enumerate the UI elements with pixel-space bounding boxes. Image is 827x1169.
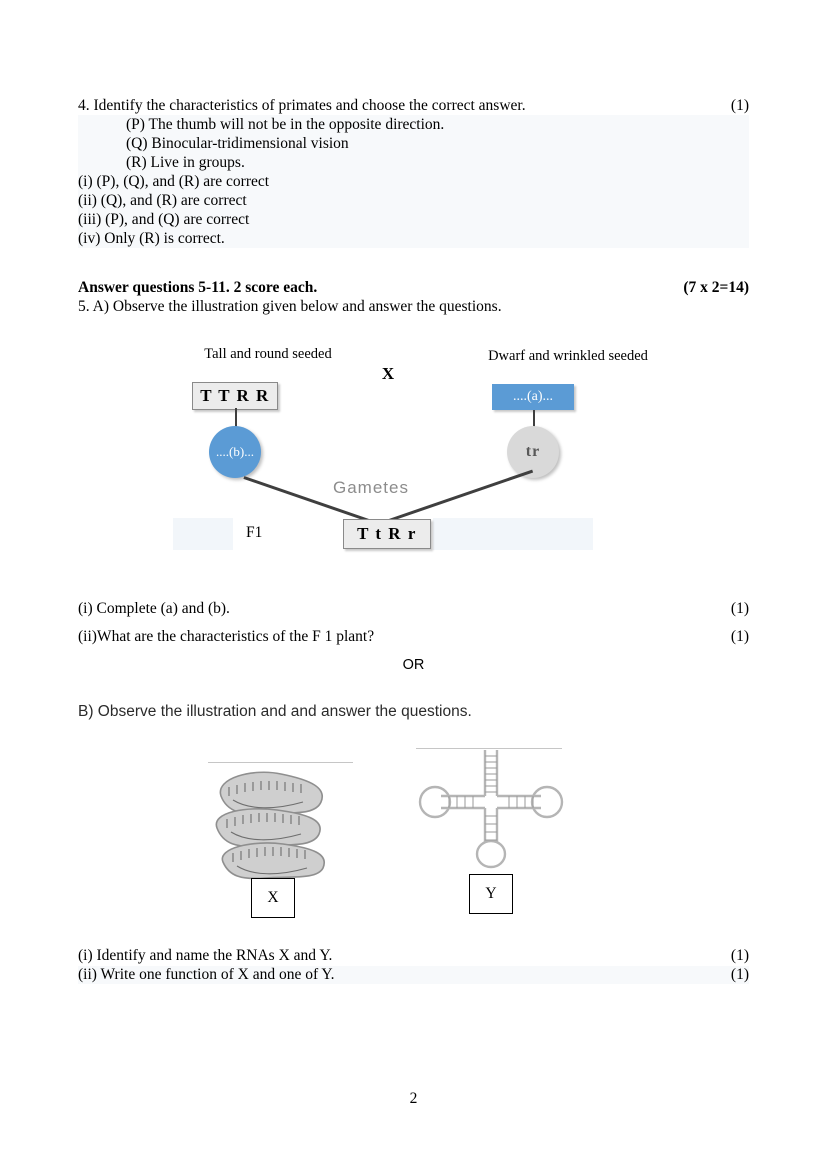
question-5-stem: 5. A) Observe the illustration given below and answer the questions.: [78, 298, 502, 315]
option-ii: (ii) (Q), and (R) are correct: [78, 192, 247, 209]
diagram-shade-left: [173, 518, 233, 550]
parent-right-genotype-blank: ....(a)...: [492, 384, 574, 410]
question-5b-ii-mark: (1): [730, 966, 749, 983]
rna-x-icon: [203, 766, 343, 886]
figure-rule-left: [208, 762, 353, 763]
or-separator: OR: [402, 657, 425, 673]
question-5b-stem: B) Observe the illustration and and answer the questions.: [78, 703, 472, 720]
f1-label: F1: [246, 524, 263, 541]
question-5a-ii-text: (ii)What are the characteristics of the F 1 plant?: [78, 628, 375, 645]
parent-right-caption: Dwarf and wrinkled seeded: [488, 348, 648, 364]
option-iv: (iv) Only (R) is correct.: [78, 230, 225, 247]
statement-r: (R) Live in groups.: [126, 154, 245, 171]
answer-section-header: [78, 279, 749, 297]
question-5a-i-text: (i) Complete (a) and (b).: [78, 600, 230, 617]
monohybrid-cross-diagram: [78, 336, 749, 566]
gametes-label: Gametes: [333, 478, 409, 497]
question-5b-i-mark: (1): [730, 947, 749, 964]
gamete-right: tr: [507, 426, 559, 478]
question-5a-ii: [78, 628, 749, 646]
question-4-block: [78, 96, 749, 248]
question-5a-ii-mark: (1): [730, 628, 749, 645]
question-4-body: [78, 115, 749, 248]
statement-q: (Q) Binocular-tridimensional vision: [126, 135, 349, 152]
question-4-stem: [78, 96, 749, 115]
answer-section-marks: (7 x 2=14): [683, 279, 749, 296]
rna-illustrations: [78, 738, 749, 928]
question-5b-i: [78, 947, 749, 965]
answer-section-title: Answer questions 5-11. 2 score each.: [78, 279, 318, 296]
f1-genotype-box: T t R r: [343, 519, 431, 549]
question-5b-ii: [78, 966, 749, 984]
gamete-left-blank: ....(b)...: [209, 426, 261, 478]
question-5b-i-text: (i) Identify and name the RNAs X and Y.: [78, 947, 333, 964]
rna-y-icon: [413, 748, 573, 878]
option-iii: (iii) (P), and (Q) are correct: [78, 211, 250, 228]
statement-p: (P) The thumb will not be in the opposite direction.: [126, 116, 445, 133]
question-5a-i: [78, 600, 749, 618]
question-5b-ii-text: (ii) Write one function of X and one of Y.: [78, 966, 335, 983]
question-4-mark: (1): [730, 97, 749, 114]
question-5a-i-mark: (1): [730, 600, 749, 617]
rna-y-label-box: Y: [469, 874, 513, 914]
parent-left-caption: Tall and round seeded: [204, 346, 332, 362]
parent-left-genotype-box: T T R R: [192, 382, 278, 410]
option-i: (i) (P), (Q), and (R) are correct: [78, 173, 270, 190]
page-number: 2: [409, 1090, 418, 1107]
diagram-shade-right: [433, 518, 593, 550]
cross-symbol: X: [381, 364, 395, 383]
question-4-stem-text: 4. Identify the characteristics of primates and choose the correct answer.: [78, 97, 526, 114]
rna-x-label-box: X: [251, 878, 295, 918]
